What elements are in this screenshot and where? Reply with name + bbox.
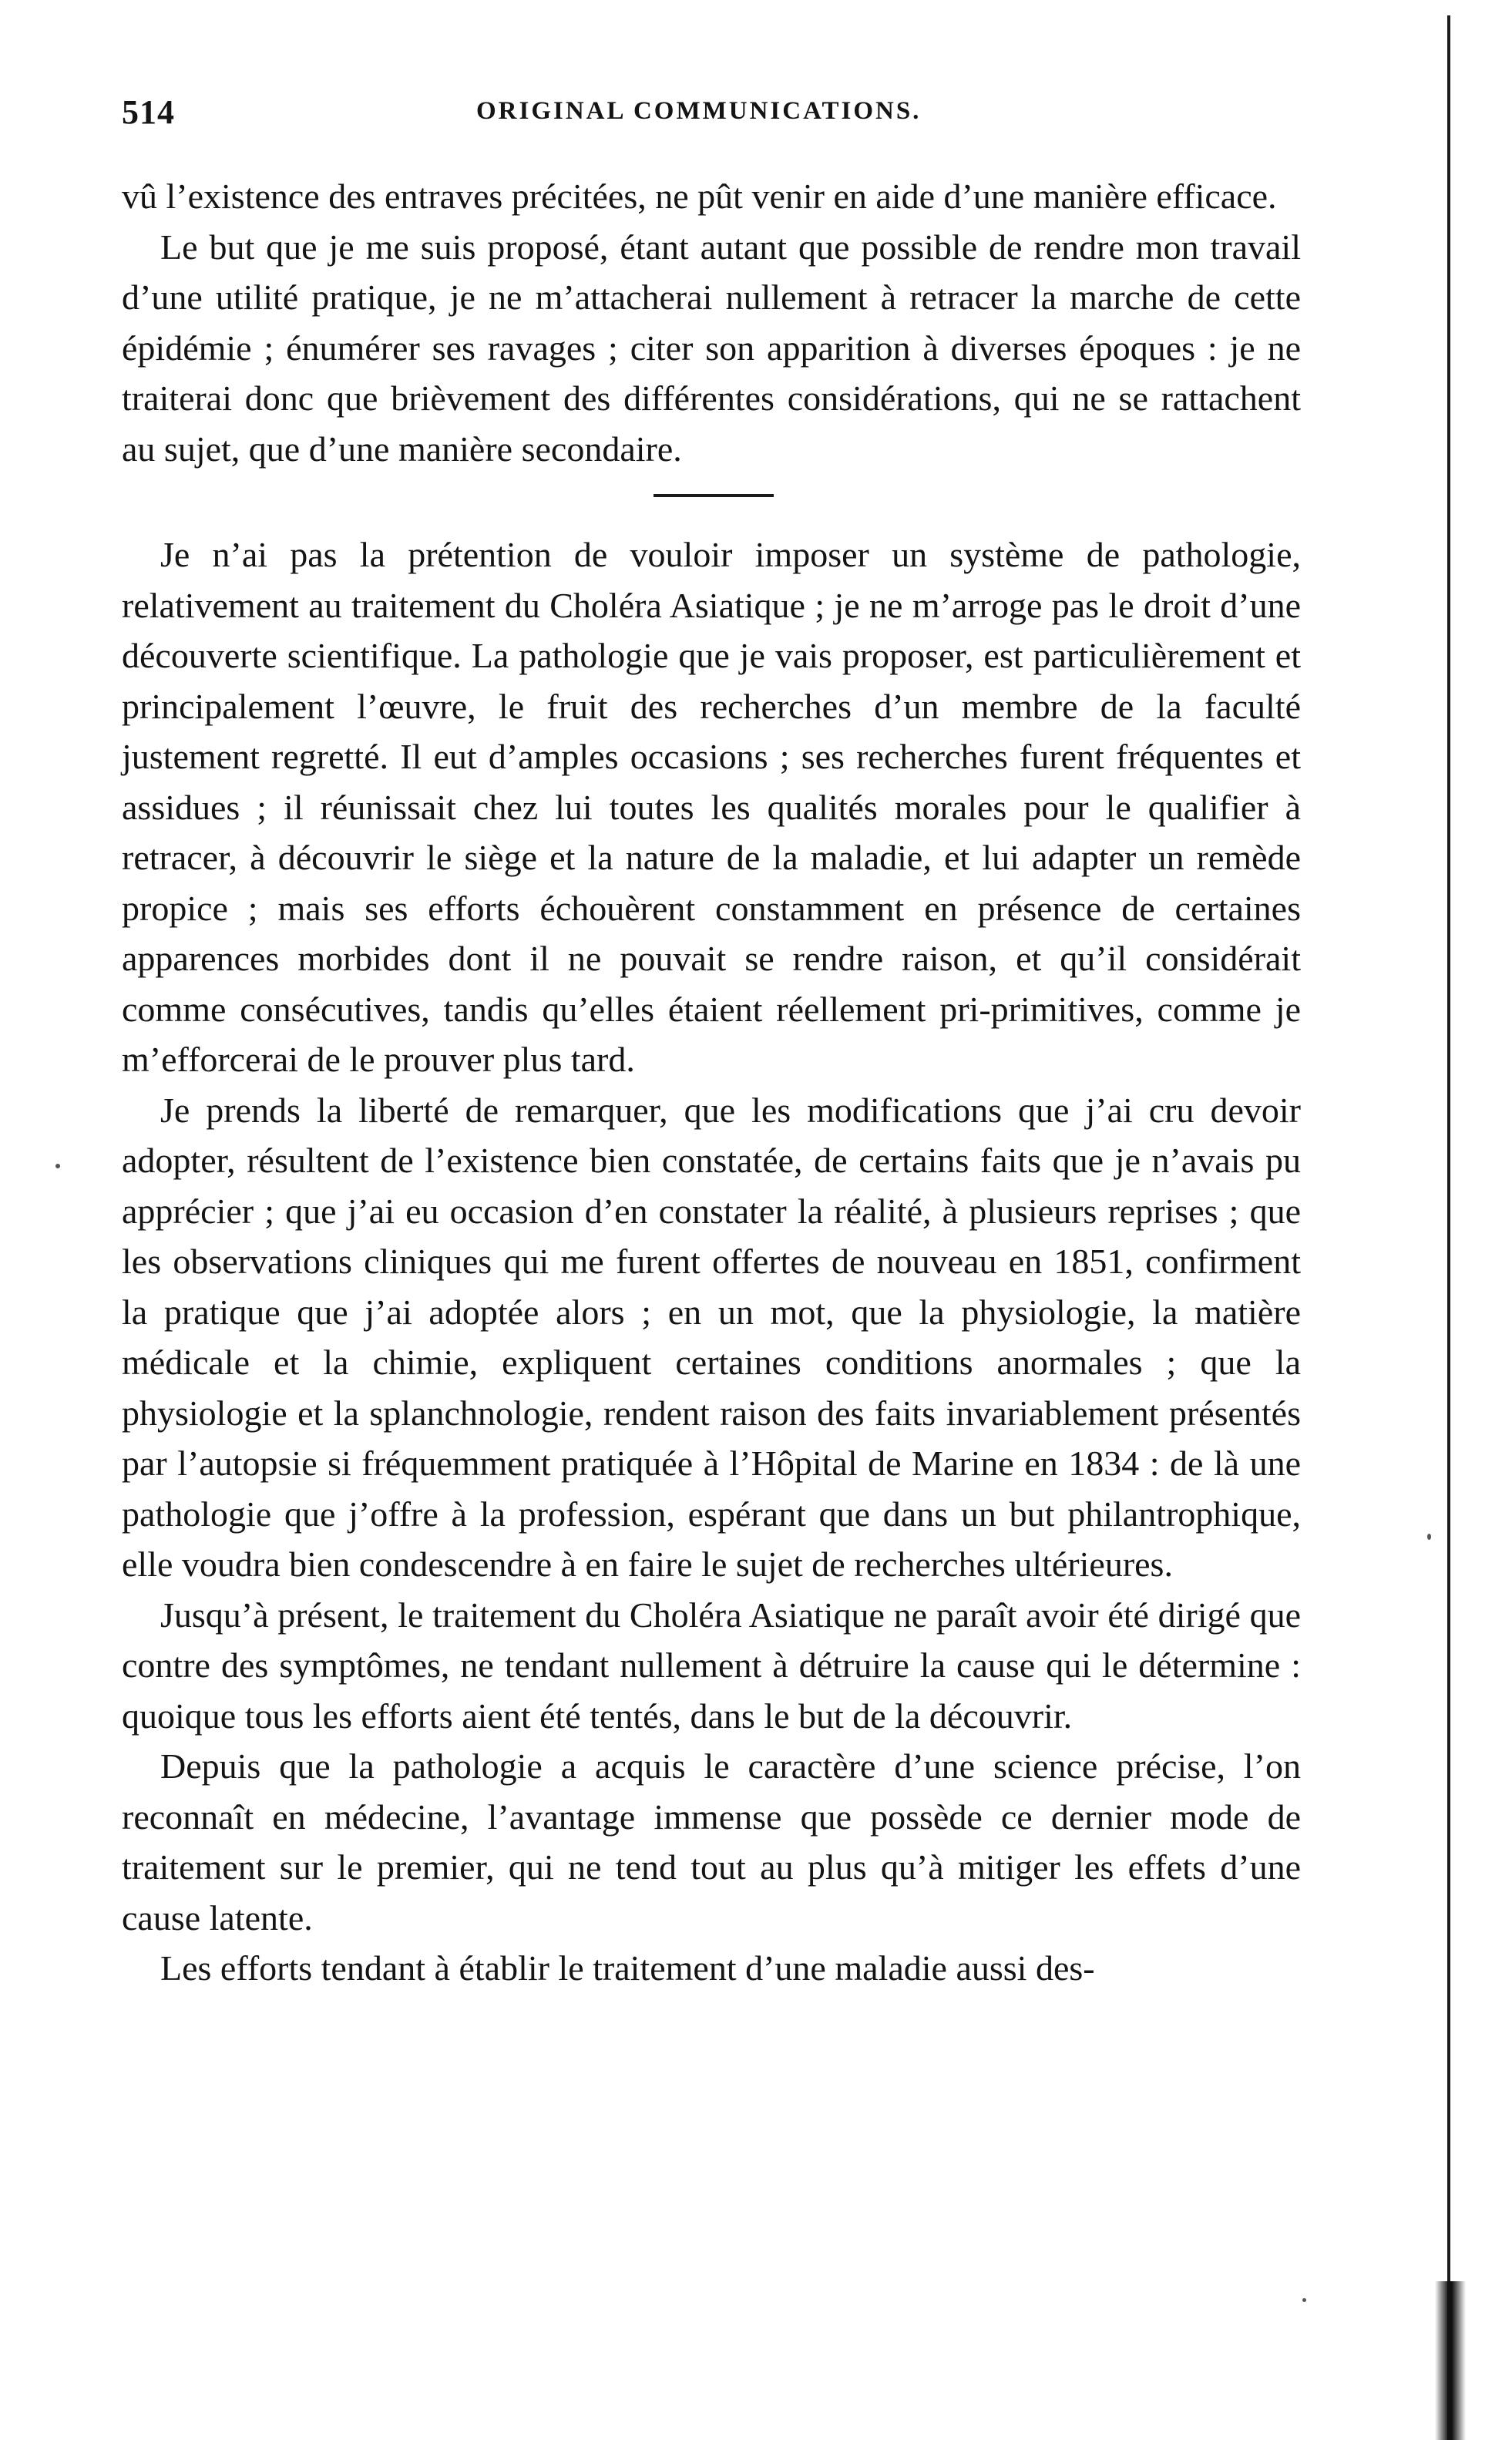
paragraph-continuation: vû l’existence des entraves précitées, ne pût venir en aide d’une manière efficace. bbox=[122, 176, 1277, 216]
binding-shadow-foot bbox=[1435, 2281, 1466, 2440]
running-head: ORIGINAL COMMUNICATIONS. bbox=[476, 97, 922, 125]
page-header bbox=[122, 92, 1301, 139]
paragraph-continues: Les efforts tendant à établir le traitement d’une maladie aussi des- bbox=[160, 1948, 1095, 1988]
paragraph: Je prends la liberté de remarquer, que les modifications que j’ai cru devoir adopter, résultent de l’existence bien constatée, de certains faits que je n’avais pu apprécier ; que j’ai eu occasion d’en constater la réalité, à plusieurs reprises ; que les observations cliniques qui me furent offertes de nouveau en 1851, confirment la pratique que j’ai adoptée alors ; en un mot, que la physiologie, la matière médicale et la chimie, expliquent certaines conditions anormales ; que la physiologie et la splanchnologie, rendent raison des faits invariablement présentés par l’autopsie si fréquemment pratiquée à l’Hôpital de Marine en 1834 : de là une pathologie que j’offre à la profession, espérant que dans un but philantrophique, elle voudra bien condescendre à en faire le sujet de recherches ultérieures. bbox=[122, 1090, 1301, 1584]
paragraph: Je n’ai pas la prétention de vouloir imposer un système de pathologie, relativement au traitement du Choléra Asiatique ; je ne m’arroge pas le droit d’une découverte scientifique. La pathologie que je vais proposer, est particulièrement et principalement l’œuvre, le fruit des recherches d’un membre de la faculté justement regretté. Il eut d’amples occasions ; ses recherches furent fréquentes et assidues ; il réunissait chez lui toutes les qualités morales pour le qualifier à retracer, à découvrir le siège et la nature de la maladie, et lui adapter un remède propice ; mais ses efforts échouèrent constamment en présence de certaines apparences morbides dont il ne pouvait se rendre raison, et qu’il considérait comme consécutives, tandis qu’elles étaient réellement pri-primitives, comme je m’efforcerai de le prouver plus tard. bbox=[122, 535, 1301, 1079]
print-speck bbox=[55, 1164, 60, 1168]
binding-shadow-line bbox=[1447, 15, 1450, 2440]
section-separator-rule bbox=[654, 494, 774, 497]
paragraph: Jusqu’à présent, le traitement du Choléra Asiatique ne paraît avoir été dirigé que contre des symptômes, ne tendant nullement à détruire la cause qui le détermine : quoique tous les efforts aient été tentés, dans le but de la découvrir. bbox=[122, 1595, 1301, 1736]
print-speck bbox=[1302, 2298, 1306, 2302]
body-text bbox=[122, 171, 1301, 1994]
page-number: 514 bbox=[122, 93, 175, 131]
paragraph: Depuis que la pathologie a acquis le caractère d’une science précise, l’on reconnaît en médecine, l’avantage immense que possède ce dernier mode de traitement sur le premier, qui ne tend tout au plus qu’à mitiger les effets d’une cause latente. bbox=[122, 1746, 1301, 1938]
print-speck bbox=[1427, 1534, 1431, 1540]
paragraph: Le but que je me suis proposé, étant autant que possible de rendre mon travail d’une utilité pratique, je ne m’attacherai nullement à retracer la marche de cette épidémie ; énumérer ses ravages ; citer son apparition à diverses époques : je ne traiterai donc que brièvement des différentes considérations, qui ne se rattachent au sujet, que d’une manière secondaire. bbox=[122, 227, 1301, 469]
